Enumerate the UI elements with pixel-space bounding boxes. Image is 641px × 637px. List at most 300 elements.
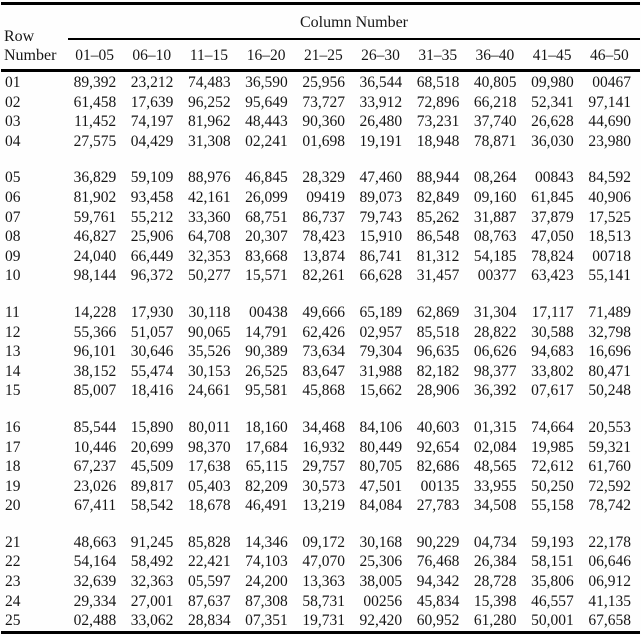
random-number-cell: 90,065	[187, 323, 231, 341]
table-row	[1, 552, 640, 572]
random-number-cell: 67,237	[73, 458, 117, 476]
random-number-cell: 51,057	[130, 323, 174, 341]
random-number-cell: 35,806	[531, 573, 574, 591]
random-number-cell: 61,458	[73, 93, 117, 111]
random-number-cell: 41,135	[588, 592, 631, 610]
random-number-cell: 66,449	[130, 247, 174, 265]
random-number-cell: 17,525	[588, 208, 631, 226]
random-number-cell: 01,698	[302, 132, 345, 150]
table-row	[1, 266, 640, 286]
random-number-cell: 06,626	[473, 343, 517, 361]
random-number-cell: 18,416	[130, 382, 174, 400]
row-number-cell: 09	[5, 247, 21, 265]
random-number-cell: 45,868	[302, 382, 345, 400]
random-number-cell: 58,542	[130, 497, 174, 515]
column-header: 26–30	[361, 47, 400, 64]
row-header-line2: Number	[4, 47, 57, 64]
random-number-cell: 35,526	[187, 343, 231, 361]
random-number-cell: 22,421	[187, 553, 231, 571]
random-number-cell: 81,312	[416, 247, 460, 265]
row-number-cell: 22	[5, 553, 21, 571]
random-number-cell: 80,471	[588, 362, 631, 380]
random-number-cell: 36,030	[531, 132, 574, 150]
random-number-cell: 29,757	[302, 458, 345, 476]
column-header: 01–05	[75, 47, 114, 64]
random-number-cell: 36,590	[245, 74, 288, 91]
random-number-cell: 14,346	[245, 533, 288, 551]
row-number-cell: 07	[5, 208, 21, 226]
table-row	[1, 572, 640, 592]
random-number-cell: 80,705	[359, 458, 403, 476]
random-number-cell: 47,070	[302, 553, 345, 571]
random-number-cell: 33,955	[473, 477, 517, 495]
random-number-cell: 63,423	[531, 267, 574, 285]
random-number-cell: 94,342	[416, 573, 460, 591]
table-row	[1, 247, 640, 267]
random-number-cell: 60,952	[416, 612, 460, 630]
random-number-cell: 45,509	[130, 458, 174, 476]
random-number-cell: 26,525	[245, 362, 288, 380]
random-number-cell: 55,474	[130, 362, 174, 380]
random-number-cell: 76,468	[416, 553, 460, 571]
random-number-cell: 87,308	[245, 592, 288, 610]
random-number-cell: 78,871	[473, 132, 517, 150]
random-number-cell: 81,962	[187, 113, 231, 131]
table-row	[1, 611, 640, 632]
random-number-cell: 90,229	[416, 533, 460, 551]
random-number-cell: 67,411	[74, 497, 117, 515]
random-number-cell: 85,007	[73, 382, 117, 400]
random-number-cell: 00718	[592, 247, 631, 265]
random-number-cell: 47,050	[531, 228, 574, 246]
random-number-cell: 48,663	[73, 533, 117, 551]
random-number-cell: 32,798	[588, 323, 631, 341]
random-number-cell: 32,639	[73, 573, 117, 591]
random-number-cell: 55,366	[73, 323, 117, 341]
random-number-cell: 40,906	[588, 188, 631, 206]
random-number-cell: 16,696	[588, 343, 631, 361]
random-number-cell: 44,690	[588, 113, 631, 131]
column-headers-row	[1, 39, 640, 71]
random-number-cell: 04,429	[130, 132, 174, 150]
random-number-cell: 47,501	[359, 477, 403, 495]
random-number-cell: 58,731	[302, 592, 345, 610]
random-number-cell: 68,518	[416, 74, 460, 91]
random-number-cell: 27,783	[416, 497, 460, 515]
random-number-cell: 36,829	[73, 169, 117, 187]
random-number-cell: 55,158	[531, 497, 574, 515]
random-number-cell: 74,103	[245, 553, 288, 571]
random-number-cell: 19,191	[359, 132, 403, 150]
random-number-cell: 72,592	[588, 477, 631, 495]
random-number-cell: 46,557	[531, 592, 574, 610]
random-number-cell: 36,544	[359, 74, 403, 91]
random-number-cell: 28,329	[302, 169, 345, 187]
random-number-cell: 85,544	[73, 418, 117, 436]
random-number-cell: 82,261	[302, 267, 345, 285]
random-number-cell: 45,834	[416, 592, 460, 610]
random-number-cell: 30,573	[302, 477, 345, 495]
random-number-cell: 18,948	[416, 132, 460, 150]
random-number-cell: 09,980	[531, 74, 574, 91]
random-number-cell: 14,791	[245, 323, 288, 341]
random-number-cell: 02,957	[359, 323, 403, 341]
random-number-cell: 10,446	[73, 438, 117, 456]
random-number-cell: 37,740	[473, 113, 517, 131]
table-row	[1, 112, 640, 132]
row-header-line1: Row	[4, 28, 35, 45]
random-number-cell: 02,084	[473, 438, 517, 456]
random-number-cell: 30,118	[188, 303, 231, 321]
random-numbers-table	[1, 2, 640, 634]
column-header: 16–20	[246, 47, 286, 64]
column-header: 06–10	[132, 47, 172, 64]
random-number-cell: 65,189	[359, 303, 403, 321]
random-number-cell: 24,200	[245, 573, 288, 591]
random-number-cell: 17,639	[130, 93, 174, 111]
random-number-cell: 01,315	[473, 418, 517, 436]
random-number-cell: 07,351	[245, 612, 288, 630]
random-number-cell: 26,628	[531, 113, 574, 131]
random-number-cell: 82,209	[245, 477, 288, 495]
random-number-cell: 42,161	[187, 188, 231, 206]
random-number-cell: 49,666	[302, 303, 345, 321]
random-number-cell: 00843	[534, 169, 574, 187]
row-number-cell: 17	[5, 438, 21, 456]
random-number-cell: 86,737	[302, 208, 345, 226]
table-row	[1, 417, 640, 438]
column-number-title: Column Number	[68, 4, 640, 40]
random-number-cell: 31,304	[473, 303, 517, 321]
table-row	[1, 342, 640, 362]
row-number-cell: 25	[5, 612, 21, 630]
random-number-cell: 28,822	[473, 323, 517, 341]
random-number-cell: 30,646	[130, 343, 174, 361]
random-number-cell: 90,389	[245, 343, 288, 361]
random-number-cell: 87,637	[187, 592, 231, 610]
group-spacer	[1, 401, 640, 417]
random-number-cell: 89,817	[130, 477, 174, 495]
table-title-row	[1, 4, 640, 40]
random-number-cell: 85,828	[187, 533, 231, 551]
row-number-cell: 21	[5, 533, 21, 551]
random-number-cell: 27,001	[130, 592, 174, 610]
random-number-cell: 85,518	[416, 323, 460, 341]
random-number-cell: 79,304	[359, 343, 403, 361]
random-number-cell: 64,708	[187, 228, 231, 246]
table-row	[1, 438, 640, 458]
table-row	[1, 362, 640, 382]
random-number-cell: 82,182	[416, 362, 460, 380]
random-number-cell: 50,248	[588, 382, 631, 400]
random-number-cell: 96,252	[187, 93, 231, 111]
random-number-cell: 30,168	[359, 533, 403, 551]
random-number-cell: 88,976	[187, 169, 231, 187]
random-number-cell: 20,699	[130, 438, 174, 456]
random-number-cell: 18,160	[245, 418, 288, 436]
random-number-cell: 40,603	[416, 418, 460, 436]
table-row	[1, 381, 640, 401]
random-number-cell: 23,026	[73, 477, 117, 495]
random-number-cell: 72,612	[531, 458, 574, 476]
table-row	[1, 477, 640, 497]
random-number-cell: 96,372	[130, 267, 174, 285]
random-number-cell: 33,360	[187, 208, 231, 226]
random-number-cell: 50,250	[531, 477, 574, 495]
random-number-cell: 61,845	[531, 188, 574, 206]
random-number-cell: 15,890	[130, 418, 174, 436]
random-number-cell: 84,592	[588, 169, 631, 187]
row-number-cell: 23	[5, 573, 21, 591]
random-number-cell: 58,492	[130, 553, 174, 571]
random-number-cell: 37,879	[531, 208, 574, 226]
random-number-cell: 80,449	[359, 438, 403, 456]
random-number-cell: 31,887	[473, 208, 517, 226]
row-number-cell: 08	[5, 228, 21, 246]
table-row	[1, 93, 640, 113]
random-number-cell: 00377	[477, 267, 517, 285]
random-number-cell: 28,906	[416, 382, 460, 400]
random-number-cell: 02,488	[73, 612, 117, 630]
random-number-cell: 38,152	[73, 362, 117, 380]
random-number-cell: 61,280	[473, 612, 517, 630]
random-number-cell: 28,834	[187, 612, 231, 630]
random-number-cell: 26,099	[245, 188, 288, 206]
random-number-cell: 73,727	[302, 93, 345, 111]
random-number-cell: 61,760	[588, 458, 631, 476]
random-number-cell: 86,741	[359, 247, 403, 265]
table-row	[1, 323, 640, 343]
random-number-cell: 58,151	[531, 553, 574, 571]
table-row	[1, 132, 640, 152]
row-number-cell: 19	[5, 477, 21, 495]
random-number-cell: 50,277	[187, 267, 231, 285]
random-number-cell: 88,944	[416, 169, 460, 187]
random-number-cell: 59,193	[531, 533, 574, 551]
random-number-cell: 23,980	[588, 132, 631, 150]
random-number-cell: 05,403	[187, 477, 231, 495]
random-number-cell: 92,420	[359, 612, 403, 630]
table-row	[1, 532, 640, 553]
random-number-cell: 08,264	[473, 169, 517, 187]
row-number-cell: 11	[5, 303, 20, 321]
random-number-cell: 89,073	[359, 188, 403, 206]
column-header: 21–25	[303, 47, 343, 64]
random-number-cell: 78,824	[531, 247, 574, 265]
table-body	[1, 71, 640, 633]
random-number-cell: 86,548	[416, 228, 460, 246]
random-number-cell: 78,423	[302, 228, 345, 246]
random-number-cell: 25,956	[302, 74, 345, 91]
row-number-header	[1, 4, 68, 71]
random-number-cell: 15,398	[473, 592, 517, 610]
row-number-cell: 02	[5, 93, 21, 111]
random-number-cell: 55,212	[130, 208, 174, 226]
row-number-cell: 12	[5, 323, 21, 341]
random-number-cell: 09419	[306, 188, 345, 206]
random-number-cell: 47,460	[359, 169, 403, 187]
random-number-cell: 24,040	[73, 247, 117, 265]
table-row	[1, 167, 640, 188]
random-number-cell: 55,141	[588, 267, 631, 285]
random-number-cell: 65,115	[245, 458, 288, 476]
random-number-cell: 18,513	[588, 228, 631, 246]
random-number-cell: 15,571	[245, 267, 288, 285]
random-number-cell: 34,508	[473, 497, 517, 515]
random-number-cell: 13,874	[302, 247, 345, 265]
random-number-cell: 06,646	[588, 553, 631, 571]
column-header: 11–15	[189, 47, 229, 64]
random-number-cell: 72,896	[416, 93, 460, 111]
random-number-cell: 00135	[420, 477, 460, 495]
random-number-cell: 04,734	[473, 533, 517, 551]
random-number-cell: 17,930	[130, 303, 174, 321]
random-number-cell: 59,321	[588, 438, 631, 456]
random-number-cell: 33,802	[531, 362, 574, 380]
random-number-cell: 78,742	[588, 497, 631, 515]
random-number-cell: 83,668	[245, 247, 288, 265]
random-number-cell: 28,728	[473, 573, 517, 591]
row-number-cell: 06	[5, 188, 21, 206]
random-number-cell: 29,334	[73, 592, 117, 610]
random-number-cell: 00467	[592, 74, 631, 91]
table-row	[1, 188, 640, 208]
random-number-cell: 80,011	[188, 418, 231, 436]
random-number-cell: 68,751	[245, 208, 288, 226]
column-header: 36–40	[475, 47, 515, 64]
random-number-cell: 84,106	[359, 418, 403, 436]
random-number-cell: 67,658	[588, 612, 631, 630]
random-number-cell: 19,731	[302, 612, 345, 630]
random-number-cell: 26,480	[359, 113, 403, 131]
table-row	[1, 302, 640, 323]
row-number-cell: 16	[5, 418, 21, 436]
random-number-cell: 62,426	[302, 323, 345, 341]
random-number-cell: 46,491	[245, 497, 288, 515]
random-number-cell: 93,458	[130, 188, 174, 206]
random-number-cell: 91,245	[130, 533, 174, 551]
random-number-cell: 98,370	[187, 438, 231, 456]
random-number-cell: 59,109	[130, 169, 174, 187]
random-number-cell: 95,581	[245, 382, 288, 400]
random-number-cell: 89,392	[73, 74, 117, 91]
random-number-cell: 09,160	[473, 188, 517, 206]
group-spacer	[1, 516, 640, 532]
random-number-cell: 17,638	[187, 458, 231, 476]
random-number-cell: 31,457	[416, 267, 460, 285]
random-number-cell: 73,231	[416, 113, 460, 131]
random-number-cell: 98,377	[473, 362, 517, 380]
random-number-cell: 54,164	[73, 553, 117, 571]
row-number-cell: 10	[5, 267, 21, 285]
row-number-cell: 15	[5, 382, 21, 400]
table-row	[1, 496, 640, 516]
row-number-cell: 18	[5, 458, 21, 476]
random-number-cell: 36,392	[473, 382, 517, 400]
row-number-cell: 14	[5, 362, 21, 380]
random-number-cell: 20,553	[588, 418, 631, 436]
random-number-cell: 00256	[363, 592, 403, 610]
random-number-cell: 50,001	[531, 612, 574, 630]
random-number-cell: 71,489	[588, 303, 631, 321]
random-number-cell: 07,617	[531, 382, 574, 400]
random-number-cell: 97,141	[588, 93, 631, 111]
random-number-cell: 30,588	[531, 323, 574, 341]
random-number-cell: 52,341	[531, 93, 574, 111]
random-number-cell: 11,452	[74, 113, 117, 131]
random-number-cell: 98,144	[73, 267, 117, 285]
table-header	[1, 4, 640, 71]
table-row	[1, 227, 640, 247]
table-row	[1, 457, 640, 477]
row-number-cell: 04	[5, 132, 21, 150]
table-row	[1, 208, 640, 228]
random-number-cell: 90,360	[302, 113, 345, 131]
random-number-cell: 74,483	[187, 74, 231, 91]
random-number-cell: 15,662	[359, 382, 403, 400]
group-spacer	[1, 151, 640, 167]
row-number-cell: 05	[5, 169, 21, 187]
random-number-cell: 15,910	[359, 228, 403, 246]
random-number-cell: 13,363	[302, 573, 345, 591]
random-number-cell: 82,849	[416, 188, 460, 206]
random-number-cell: 48,565	[473, 458, 517, 476]
column-header: 46–50	[589, 47, 629, 64]
random-number-cell: 96,635	[416, 343, 460, 361]
random-number-cell: 00438	[249, 303, 288, 321]
random-number-cell: 73,634	[302, 343, 345, 361]
random-number-cell: 05,597	[187, 573, 231, 591]
random-number-cell: 94,683	[531, 343, 574, 361]
random-number-cell: 79,743	[359, 208, 403, 226]
group-spacer	[1, 286, 640, 302]
random-number-cell: 08,763	[473, 228, 517, 246]
random-number-cell: 66,628	[359, 267, 403, 285]
random-number-cell: 83,647	[302, 362, 345, 380]
random-number-cell: 62,869	[416, 303, 460, 321]
random-number-cell: 30,153	[187, 362, 231, 380]
column-header: 31–35	[418, 47, 458, 64]
random-number-cell: 84,084	[359, 497, 403, 515]
random-number-cell: 13,219	[302, 497, 345, 515]
random-number-cell: 32,353	[187, 247, 231, 265]
random-number-cell: 31,308	[187, 132, 231, 150]
random-number-cell: 17,117	[531, 303, 574, 321]
random-number-cell: 18,678	[187, 497, 231, 515]
random-number-cell: 31,988	[359, 362, 403, 380]
random-number-cell: 24,661	[187, 382, 231, 400]
row-number-cell: 24	[5, 592, 21, 610]
random-number-cell: 95,649	[245, 93, 288, 111]
random-number-cell: 46,845	[245, 169, 288, 187]
random-number-cell: 82,686	[416, 458, 460, 476]
random-number-cell: 14,228	[73, 303, 117, 321]
random-number-cell: 40,805	[473, 74, 517, 91]
random-number-cell: 32,363	[130, 573, 174, 591]
row-number-cell: 20	[5, 497, 21, 515]
column-header: 41–45	[532, 47, 572, 64]
random-number-cell: 33,912	[359, 93, 403, 111]
random-number-cell: 06,912	[588, 573, 631, 591]
random-number-cell: 25,306	[359, 553, 403, 571]
random-number-cell: 74,664	[531, 418, 574, 436]
random-number-cell: 17,684	[245, 438, 288, 456]
random-number-cell: 20,307	[245, 228, 288, 246]
random-number-cell: 16,932	[302, 438, 345, 456]
random-number-cell: 46,827	[73, 228, 117, 246]
random-number-cell: 66,218	[473, 93, 517, 111]
table-row	[1, 592, 640, 612]
